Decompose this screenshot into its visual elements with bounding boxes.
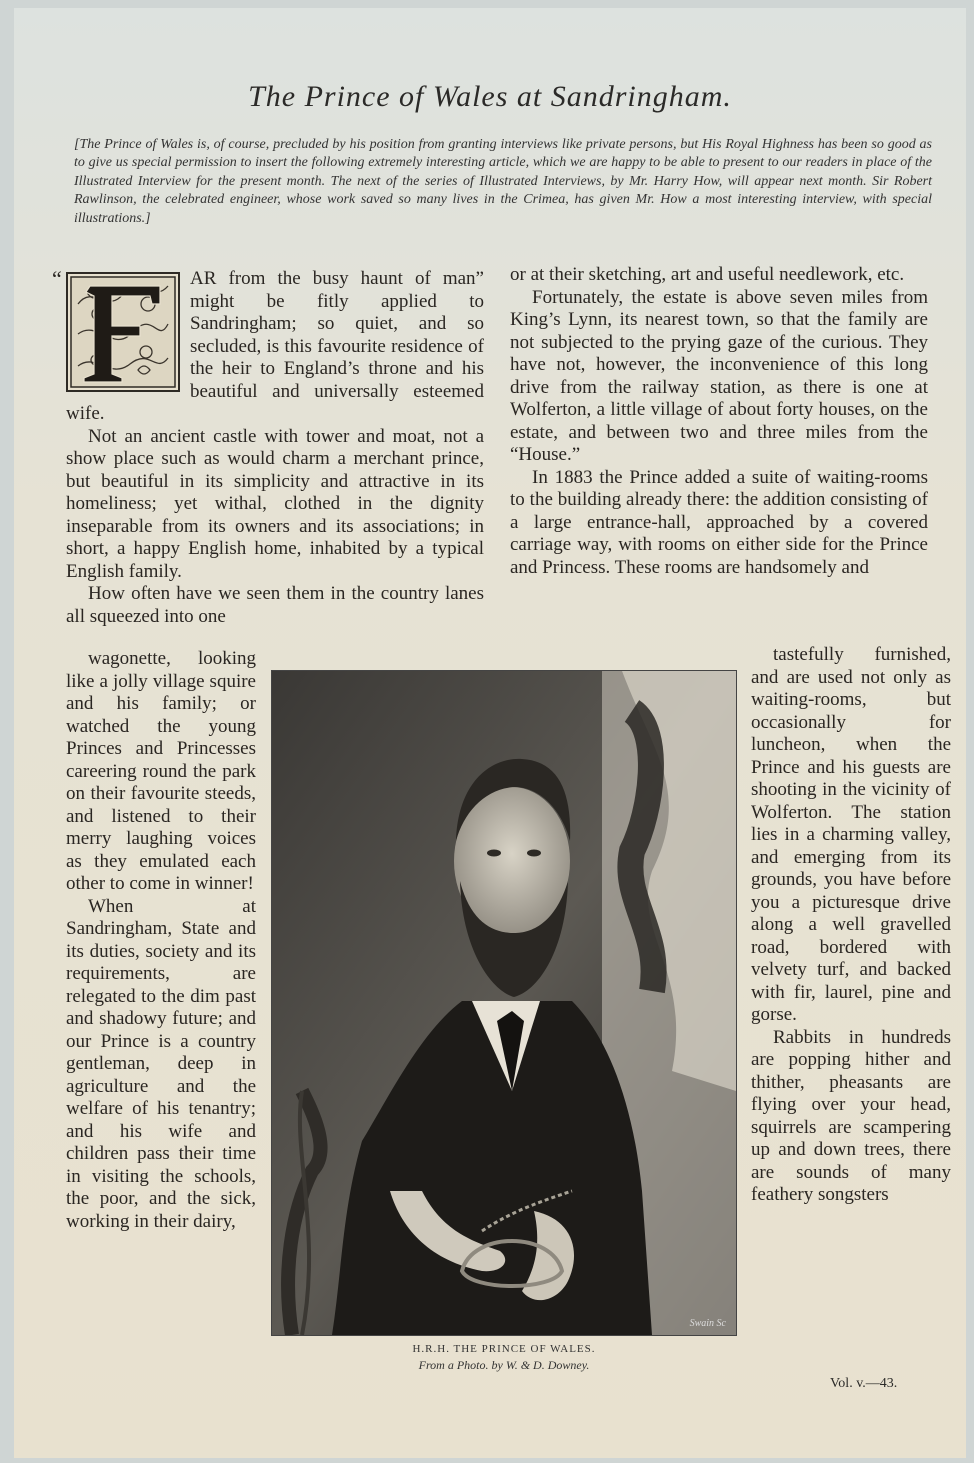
magazine-page — [14, 8, 966, 1458]
ornamental-initial-f — [52, 266, 180, 392]
volume-page-number: Vol. v.—43. — [830, 1376, 898, 1391]
paragraph-r2: In 1883 the Prince added a suite of waiting-rooms to the building already there: the addition consisting of a large entrance-hall, approached by a covered carriage way, with rooms on either side for the Prince and Princess. These rooms are handsomely and — [510, 466, 928, 578]
portrait-photo — [271, 670, 737, 1336]
article-title: The Prince of Wales at Sandringham. — [248, 80, 732, 113]
paragraph-r2-end: tastefully furnished, and are used not only as waiting-rooms, but occasionally for luncheon, when the Prince and his guests are shooting in the vicinity of Wolferton. The station lies in a charming valley, and emerging from its grounds, you have before you a picturesque drive along a well gravelled road, bordered with velvety turf, and backed with fir, laurel, pine and gorse. — [751, 644, 951, 1025]
photo-caption: H.R.H. THE PRINCE OF WALES. — [412, 1343, 596, 1355]
paragraph-3-end: wagonette, looking like a jolly village squire and his family; or watched the young Princes and Princesses careering round the park on their favourite steeds, and listened to their merry laughing voices as they emulated each other to come in winner! — [66, 648, 256, 894]
photo-credit: From a Photo. by W. & D. Downey. — [418, 1358, 590, 1372]
decorative-f-icon — [68, 274, 178, 390]
paragraph-4: When at Sandringham, State and its duties, society and its requirements, are relegated to the dim past and shadowy future; and our Prince is a country gentleman, deep in agriculture and the welfare of his tenantry; and his wife and children pass their time in visiting the schools, the poor, and the sick, working in their dairy, — [66, 895, 256, 1232]
paragraph-3-start: How often have we seen them in the country lanes all squeezed into one — [66, 583, 484, 627]
left-column — [52, 266, 484, 628]
right-column — [510, 264, 928, 579]
opening-quote: “ — [52, 266, 62, 291]
prince-portrait-image — [272, 671, 736, 1335]
left-narrow-column — [66, 648, 256, 1233]
editorial-note: [The Prince of Wales is, of course, precluded by his position from granting interviews like private persons, but His Royal Highness has been so good as to give us special permission to insert the following extremely interesting article, which we are happy to be able to present to our readers in place of the Illustrated Interview for the present month. The next of the series of Illustrated Interviews, by Mr. Harry How, will appear next month. Sir Robert Rawlinson, the celebrated engineer, whose work saved so many lives in the Crimea, has given Mr. How a most interesting interview, with special illustrations.] — [74, 137, 932, 226]
paragraph-r1: Fortunately, the estate is above seven miles from King’s Lynn, its nearest town, so that the family are not subjected to the prying gaze of the curious. They have not, however, the inconvenience of this long drive from the railway station, as there is one at Wolferton, a little village of about forty houses, on the estate, and between two and three miles from the “House.” — [510, 286, 928, 465]
paragraph-r0: or at their sketching, art and useful needlework, etc. — [510, 264, 905, 285]
paragraph-2: Not an ancient castle with tower and moat, not a show place such as would charm a merchant prince, but beautiful in its simplicity and attractive in its homeliness; yet withal, clothed in the dignity inseparable from its owners and its associations; in short, a happy English home, inhabited by a typical English family. — [66, 425, 484, 582]
engraver-signature: Swain Sc — [689, 1318, 726, 1329]
right-narrow-column — [751, 644, 951, 1207]
paragraph-r3: Rabbits in hundreds are popping hither and thither, pheasants are flying over your head, squirrels are scampering up and down trees, there are sounds of many feathery songsters — [751, 1026, 951, 1205]
paragraph-1: AR from the busy haunt of man” might be fitly applied to Sandringham; so quiet, and so secluded, is this favourite residence of the heir to England’s throne and his beautiful and universally esteemed wife. — [66, 268, 484, 424]
